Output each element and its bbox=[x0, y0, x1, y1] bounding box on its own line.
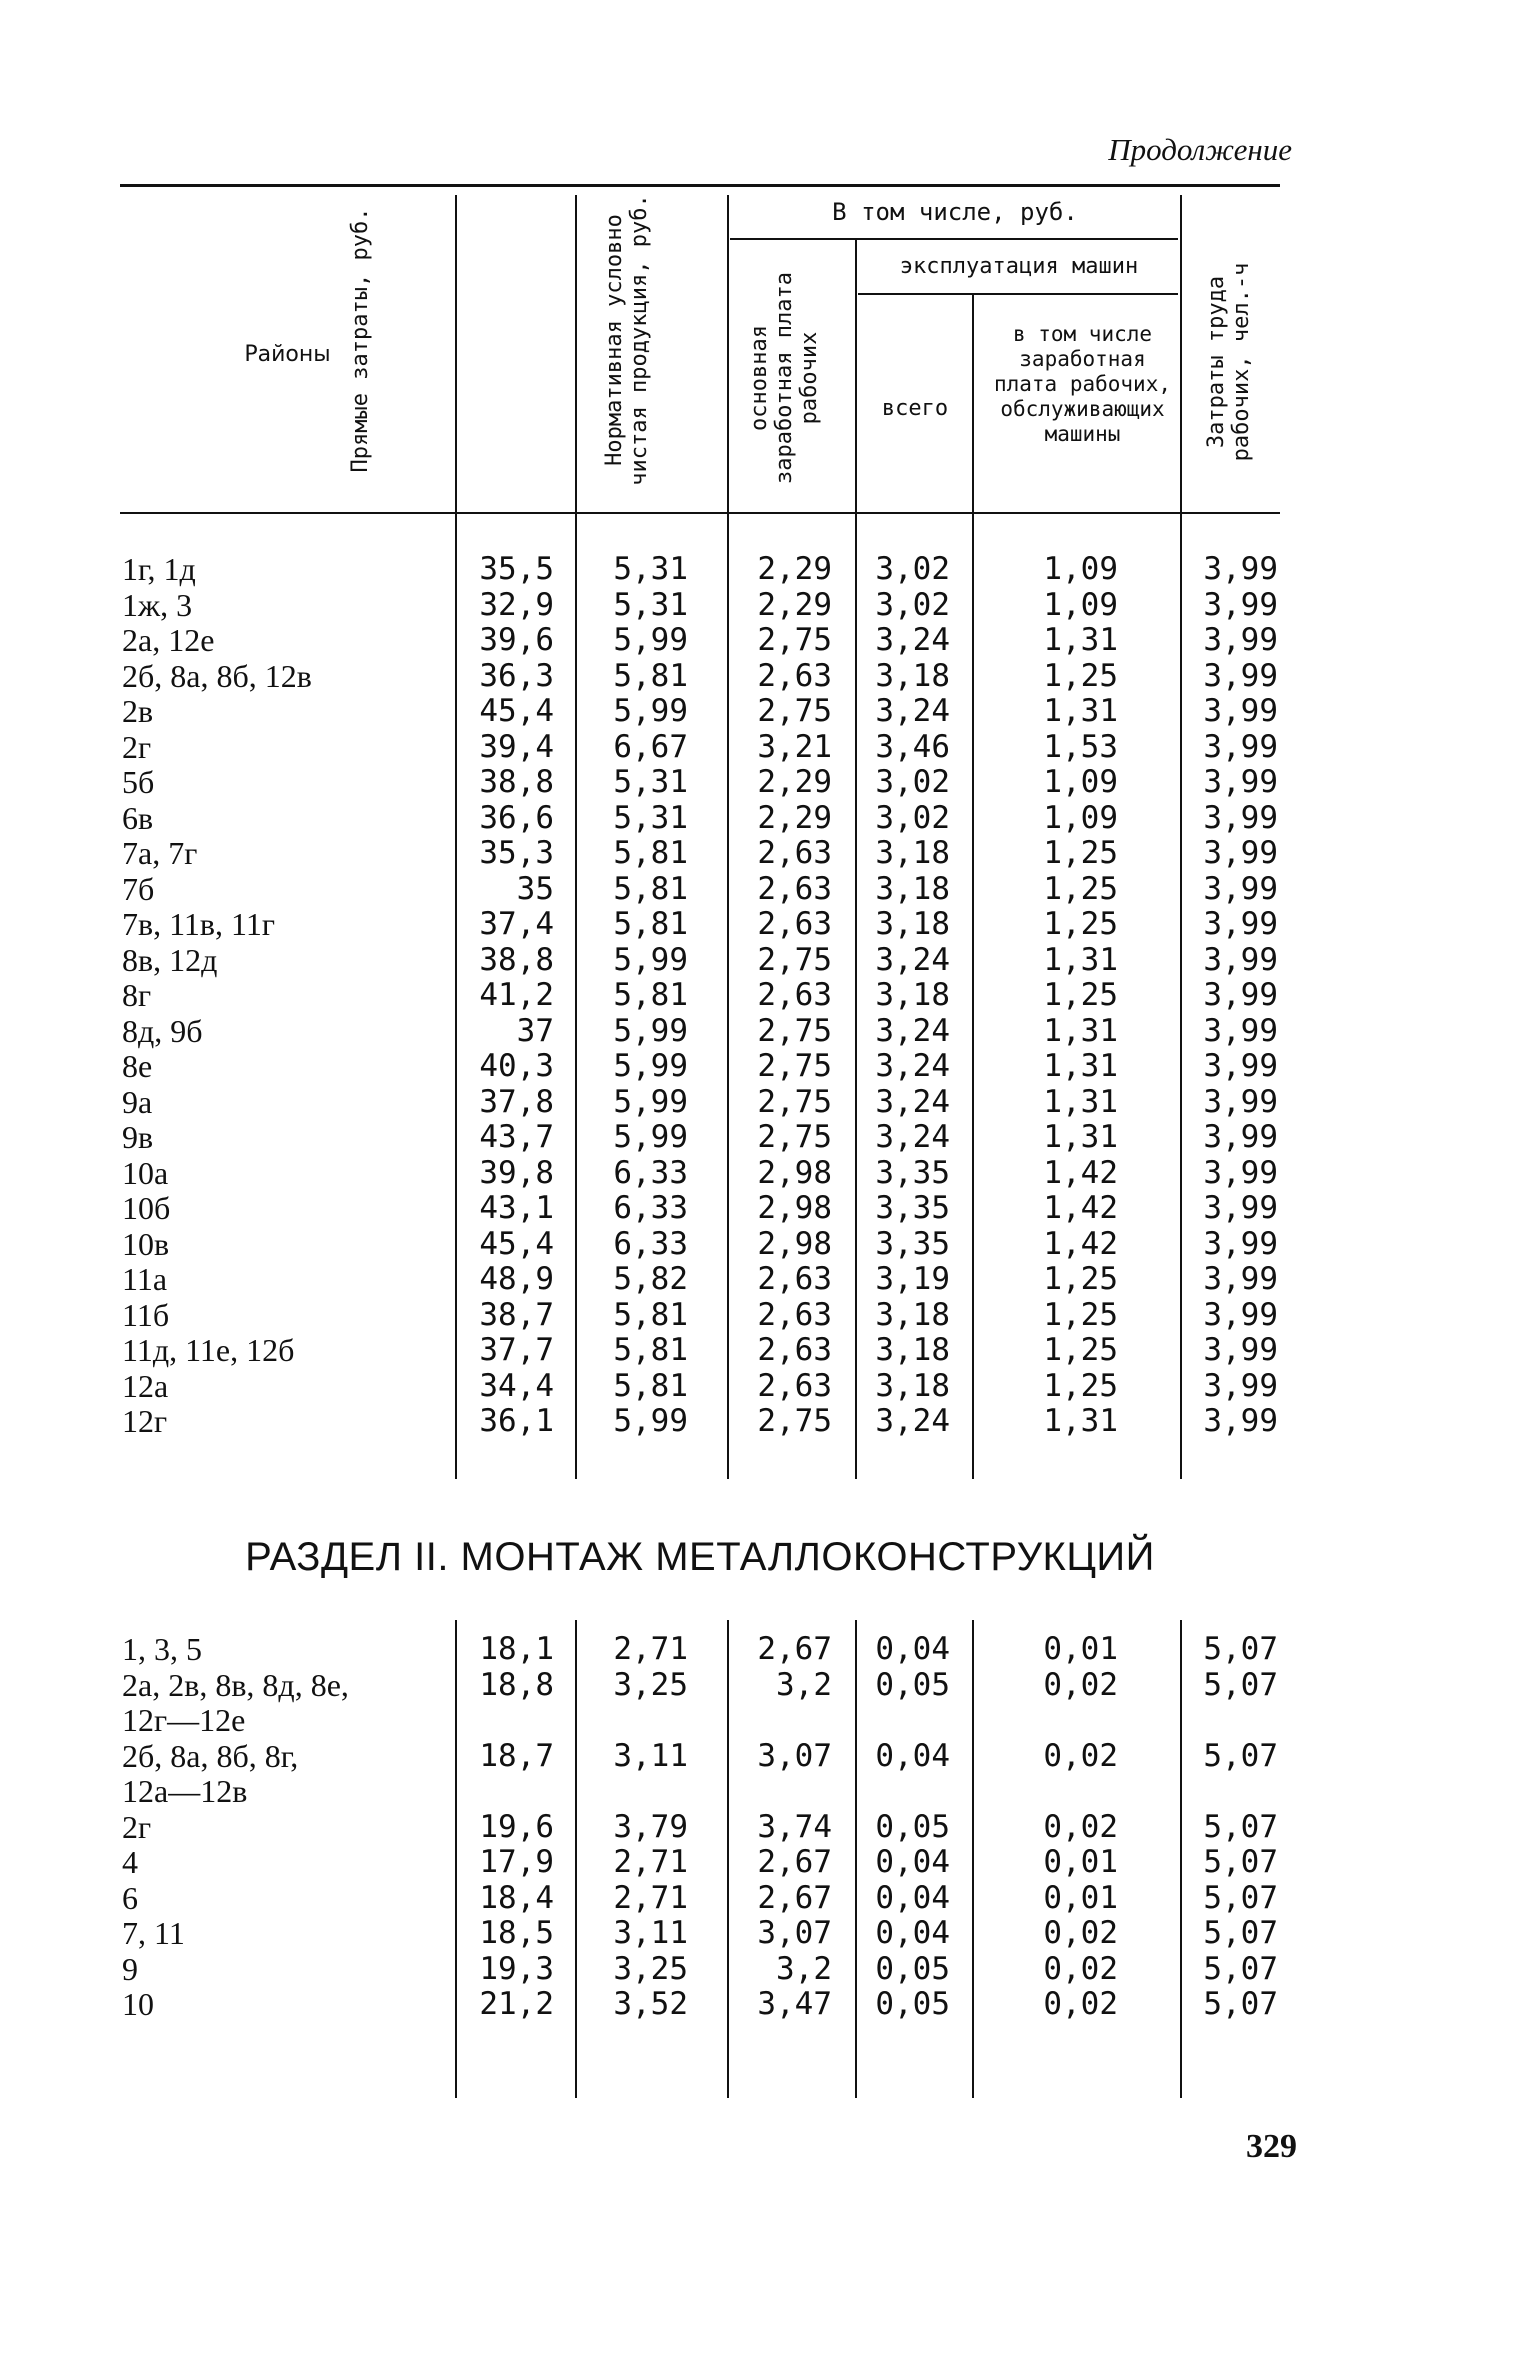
header-divider bbox=[1180, 195, 1182, 513]
value-cell: 35,3 bbox=[479, 835, 554, 871]
value-cell: 0,02 bbox=[1043, 1986, 1118, 2022]
value-cell: 2,75 bbox=[757, 693, 832, 729]
value-cell: 5,99 bbox=[613, 1012, 688, 1049]
value-cell: 0,02 bbox=[1043, 1915, 1118, 1951]
value-cell: 3,99 bbox=[1203, 1012, 1278, 1049]
value-cell: 2,98 bbox=[757, 1190, 832, 1226]
district-cell: 1ж, 3 bbox=[122, 586, 193, 623]
value-cell: 41,2 bbox=[479, 977, 554, 1013]
value-cell: 2,29 bbox=[757, 586, 832, 623]
value-cell: 1,31 bbox=[1043, 1083, 1118, 1120]
value-cell: 2,75 bbox=[757, 1083, 832, 1120]
value-cell: 5,81 bbox=[613, 977, 688, 1013]
value-cell: 1,31 bbox=[1043, 693, 1118, 729]
value-cell: 3,99 bbox=[1203, 657, 1278, 694]
section2-title: РАЗДЕЛ II. МОНТАЖ МЕТАЛЛОКОНСТРУКЦИЙ bbox=[245, 1535, 1155, 1579]
district-cell: 10в bbox=[122, 1225, 170, 1262]
value-cell: 36,6 bbox=[479, 799, 554, 836]
value-cell: 1,31 bbox=[1043, 1119, 1118, 1155]
district-cell: 11а bbox=[122, 1261, 168, 1297]
value-cell: 38,7 bbox=[479, 1296, 554, 1333]
district-cell: 8д, 9б bbox=[122, 1012, 203, 1049]
value-cell: 5,07 bbox=[1203, 1631, 1278, 1667]
value-cell: 0,05 bbox=[875, 1986, 950, 2022]
value-cell: 2,67 bbox=[757, 1844, 832, 1880]
value-cell: 3,02 bbox=[875, 764, 950, 800]
value-cell: 3,24 bbox=[875, 693, 950, 729]
value-cell: 1,31 bbox=[1043, 1403, 1118, 1439]
value-cell: 3,99 bbox=[1203, 1332, 1278, 1368]
district-cell: 4 bbox=[122, 1844, 138, 1880]
district-cell: 7, 11 bbox=[122, 1915, 185, 1951]
value-cell: 1,25 bbox=[1043, 977, 1118, 1013]
value-cell: 3,18 bbox=[875, 835, 950, 871]
table-row bbox=[0, 1952, 1514, 1987]
value-cell: 5,31 bbox=[613, 551, 688, 587]
value-cell: 3,11 bbox=[613, 1737, 688, 1774]
value-cell: 3,24 bbox=[875, 622, 950, 658]
value-cell: 17,9 bbox=[479, 1844, 554, 1880]
value-cell: 5,81 bbox=[613, 870, 688, 907]
value-cell: 3,18 bbox=[875, 657, 950, 694]
value-cell: 3,35 bbox=[875, 1154, 950, 1191]
value-cell: 3,18 bbox=[875, 906, 950, 942]
value-cell: 2,75 bbox=[757, 1048, 832, 1084]
district-cell: 8е bbox=[122, 1048, 153, 1084]
value-cell: 3,79 bbox=[613, 1808, 688, 1845]
value-cell: 40,3 bbox=[479, 1048, 554, 1084]
value-cell: 2,98 bbox=[757, 1225, 832, 1262]
value-cell: 2,29 bbox=[757, 551, 832, 587]
district-cell: 6 bbox=[122, 1879, 138, 1916]
value-cell: 3,18 bbox=[875, 870, 950, 907]
table-row bbox=[0, 801, 1514, 836]
value-cell: 2,63 bbox=[757, 977, 832, 1013]
value-cell: 18,1 bbox=[479, 1631, 554, 1667]
value-cell: 36,1 bbox=[479, 1403, 554, 1439]
value-cell: 5,81 bbox=[613, 1367, 688, 1404]
value-cell: 5,82 bbox=[613, 1261, 688, 1297]
page-number: 329 bbox=[1246, 2128, 1297, 2165]
value-cell: 45,4 bbox=[479, 693, 554, 729]
district-cell: 8г bbox=[122, 977, 152, 1013]
value-cell: 19,3 bbox=[479, 1950, 554, 1987]
value-cell: 1,42 bbox=[1043, 1225, 1118, 1262]
value-cell: 5,81 bbox=[613, 1332, 688, 1368]
value-cell: 37,4 bbox=[479, 906, 554, 942]
value-cell: 35 bbox=[516, 870, 554, 907]
value-cell: 3,99 bbox=[1203, 1083, 1278, 1120]
value-cell: 1,25 bbox=[1043, 870, 1118, 907]
value-cell: 3,99 bbox=[1203, 906, 1278, 942]
value-cell: 3,99 bbox=[1203, 728, 1278, 765]
value-cell: 3,99 bbox=[1203, 1261, 1278, 1297]
table-row bbox=[0, 907, 1514, 942]
table-row bbox=[0, 1262, 1514, 1297]
header-rayony: Районы bbox=[244, 342, 331, 367]
value-cell: 5,99 bbox=[613, 1083, 688, 1120]
value-cell: 6,67 bbox=[613, 728, 688, 765]
table-top-rule bbox=[120, 184, 1280, 187]
value-cell: 3,99 bbox=[1203, 1048, 1278, 1084]
district-cell: 10б bbox=[122, 1190, 171, 1226]
value-cell: 3,24 bbox=[875, 1403, 950, 1439]
value-cell: 2,71 bbox=[613, 1631, 688, 1667]
value-cell: 3,99 bbox=[1203, 1119, 1278, 1155]
value-cell: 2,63 bbox=[757, 1332, 832, 1368]
value-cell: 3,24 bbox=[875, 941, 950, 978]
header-divider bbox=[855, 240, 857, 513]
table-row bbox=[0, 1191, 1514, 1226]
header-v-tom-chisle: В том числе, руб. bbox=[832, 198, 1078, 226]
value-cell: 0,05 bbox=[875, 1666, 950, 1703]
value-cell: 1,31 bbox=[1043, 622, 1118, 658]
value-cell: 3,99 bbox=[1203, 1403, 1278, 1439]
header-divider bbox=[727, 195, 729, 513]
value-cell: 19,6 bbox=[479, 1808, 554, 1845]
table-row bbox=[0, 872, 1514, 907]
value-cell: 3,99 bbox=[1203, 1225, 1278, 1262]
table-row bbox=[0, 1987, 1514, 2022]
value-cell: 1,42 bbox=[1043, 1154, 1118, 1191]
table-row bbox=[0, 1774, 1514, 1809]
value-cell: 2,75 bbox=[757, 1119, 832, 1155]
value-cell: 1,25 bbox=[1043, 657, 1118, 694]
header-zatraty-truda: Затраты труда рабочих, чел.-ч bbox=[1204, 262, 1254, 462]
value-cell: 5,07 bbox=[1203, 1915, 1278, 1951]
value-cell: 2,63 bbox=[757, 906, 832, 942]
value-cell: 3,2 bbox=[776, 1950, 832, 1987]
value-cell: 2,67 bbox=[757, 1879, 832, 1916]
table-row bbox=[0, 1227, 1514, 1262]
value-cell: 5,99 bbox=[613, 622, 688, 658]
value-cell: 39,4 bbox=[479, 728, 554, 765]
district-cell: 12а bbox=[122, 1367, 169, 1404]
value-cell: 3,99 bbox=[1203, 622, 1278, 658]
value-cell: 18,7 bbox=[479, 1737, 554, 1774]
table-row bbox=[0, 1333, 1514, 1368]
table-row bbox=[0, 1668, 1514, 1703]
table-row bbox=[0, 1916, 1514, 1951]
district-cell: 2б, 8а, 8б, 8г, bbox=[122, 1737, 299, 1774]
value-cell: 2,98 bbox=[757, 1154, 832, 1191]
header-ekspluatatsiya: эксплуатация машин bbox=[899, 254, 1139, 279]
value-cell: 2,63 bbox=[757, 870, 832, 907]
value-cell: 2,75 bbox=[757, 1403, 832, 1439]
value-cell: 3,02 bbox=[875, 551, 950, 587]
table-row bbox=[0, 765, 1514, 800]
district-cell: 9 bbox=[122, 1950, 138, 1987]
value-cell: 3,99 bbox=[1203, 835, 1278, 871]
value-cell: 0,01 bbox=[1043, 1879, 1118, 1916]
value-cell: 3,24 bbox=[875, 1119, 950, 1155]
table-row bbox=[0, 1014, 1514, 1049]
value-cell: 37,7 bbox=[479, 1332, 554, 1368]
value-cell: 43,1 bbox=[479, 1190, 554, 1226]
value-cell: 3,02 bbox=[875, 586, 950, 623]
value-cell: 39,8 bbox=[479, 1154, 554, 1191]
value-cell: 3,99 bbox=[1203, 870, 1278, 907]
district-cell: 9а bbox=[122, 1083, 153, 1120]
value-cell: 3,99 bbox=[1203, 977, 1278, 1013]
value-cell: 2,63 bbox=[757, 1296, 832, 1333]
value-cell: 3,99 bbox=[1203, 1296, 1278, 1333]
value-cell: 3,18 bbox=[875, 1367, 950, 1404]
table-row bbox=[0, 1085, 1514, 1120]
value-cell: 6,33 bbox=[613, 1154, 688, 1191]
value-cell: 32,9 bbox=[479, 586, 554, 623]
district-cell: 1, 3, 5 bbox=[122, 1631, 202, 1667]
district-cell: 2г bbox=[122, 1808, 152, 1845]
value-cell: 3,24 bbox=[875, 1048, 950, 1084]
district-cell: 12г bbox=[122, 1403, 168, 1439]
value-cell: 21,2 bbox=[479, 1986, 554, 2022]
district-cell: 2а, 2в, 8в, 8д, 8е, bbox=[122, 1666, 349, 1703]
district-cell: 11д, 11е, 12б bbox=[122, 1332, 295, 1368]
value-cell: 43,7 bbox=[479, 1119, 554, 1155]
value-cell: 3,25 bbox=[613, 1950, 688, 1987]
subheader-rule-1 bbox=[730, 238, 1178, 240]
table-row bbox=[0, 1120, 1514, 1155]
district-cell: 1г, 1д bbox=[122, 551, 196, 587]
district-cell: 9в bbox=[122, 1119, 154, 1155]
value-cell: 3,99 bbox=[1203, 941, 1278, 978]
value-cell: 0,04 bbox=[875, 1737, 950, 1774]
value-cell: 5,07 bbox=[1203, 1950, 1278, 1987]
value-cell: 1,25 bbox=[1043, 835, 1118, 871]
value-cell: 5,07 bbox=[1203, 1986, 1278, 2022]
value-cell: 3,18 bbox=[875, 977, 950, 1013]
value-cell: 2,29 bbox=[757, 799, 832, 836]
value-cell: 0,04 bbox=[875, 1631, 950, 1667]
value-cell: 5,81 bbox=[613, 906, 688, 942]
subheader-rule-2 bbox=[858, 293, 1178, 295]
district-cell: 2б, 8а, 8б, 12в bbox=[122, 657, 312, 694]
value-cell: 1,25 bbox=[1043, 1261, 1118, 1297]
value-cell: 0,02 bbox=[1043, 1950, 1118, 1987]
district-cell: 7в, 11в, 11г bbox=[122, 906, 275, 942]
value-cell: 5,07 bbox=[1203, 1666, 1278, 1703]
district-cell: 5б bbox=[122, 764, 155, 800]
value-cell: 3,11 bbox=[613, 1915, 688, 1951]
value-cell: 3,99 bbox=[1203, 1190, 1278, 1226]
value-cell: 0,04 bbox=[875, 1844, 950, 1880]
value-cell: 5,07 bbox=[1203, 1879, 1278, 1916]
header-bottom-rule bbox=[120, 512, 1280, 514]
value-cell: 3,18 bbox=[875, 1332, 950, 1368]
value-cell: 1,09 bbox=[1043, 764, 1118, 800]
value-cell: 5,81 bbox=[613, 657, 688, 694]
value-cell: 3,21 bbox=[757, 728, 832, 765]
value-cell: 3,74 bbox=[757, 1808, 832, 1845]
header-divider bbox=[575, 195, 577, 513]
table-row bbox=[0, 552, 1514, 587]
value-cell: 3,99 bbox=[1203, 1154, 1278, 1191]
table-row bbox=[0, 978, 1514, 1013]
value-cell: 3,99 bbox=[1203, 799, 1278, 836]
table-row bbox=[0, 1845, 1514, 1880]
header-pryamye: Прямые затраты, руб. bbox=[348, 207, 373, 473]
value-cell: 1,25 bbox=[1043, 906, 1118, 942]
value-cell: 5,31 bbox=[613, 799, 688, 836]
value-cell: 5,07 bbox=[1203, 1808, 1278, 1845]
value-cell: 1,09 bbox=[1043, 586, 1118, 623]
value-cell: 3,35 bbox=[875, 1225, 950, 1262]
table-row bbox=[0, 588, 1514, 623]
value-cell: 5,07 bbox=[1203, 1844, 1278, 1880]
district-cell: 7а, 7г bbox=[122, 835, 198, 871]
value-cell: 1,42 bbox=[1043, 1190, 1118, 1226]
value-cell: 5,99 bbox=[613, 693, 688, 729]
value-cell: 2,63 bbox=[757, 1261, 832, 1297]
table-row bbox=[0, 659, 1514, 694]
district-cell: 10 bbox=[122, 1986, 154, 2022]
table-row bbox=[0, 1703, 1514, 1738]
value-cell: 1,31 bbox=[1043, 1012, 1118, 1049]
district-cell: 12г—12е bbox=[122, 1702, 246, 1738]
value-cell: 36,3 bbox=[479, 657, 554, 694]
value-cell: 2,29 bbox=[757, 764, 832, 800]
value-cell: 48,9 bbox=[479, 1261, 554, 1297]
district-cell: 2в bbox=[122, 693, 154, 729]
value-cell: 3,02 bbox=[875, 799, 950, 836]
table-row bbox=[0, 836, 1514, 871]
header-divider bbox=[972, 295, 974, 513]
value-cell: 3,07 bbox=[757, 1737, 832, 1774]
district-cell: 7б bbox=[122, 870, 155, 907]
value-cell: 3,52 bbox=[613, 1986, 688, 2022]
district-cell: 10а bbox=[122, 1154, 169, 1191]
value-cell: 37 bbox=[516, 1012, 554, 1049]
value-cell: 18,5 bbox=[479, 1915, 554, 1951]
table-row bbox=[0, 1739, 1514, 1774]
value-cell: 37,8 bbox=[479, 1083, 554, 1120]
value-cell: 0,04 bbox=[875, 1879, 950, 1916]
table-row bbox=[0, 1404, 1514, 1439]
value-cell: 0,02 bbox=[1043, 1808, 1118, 1845]
value-cell: 18,8 bbox=[479, 1666, 554, 1703]
value-cell: 3,99 bbox=[1203, 586, 1278, 623]
value-cell: 0,02 bbox=[1043, 1737, 1118, 1774]
header-normativnaya: Нормативная условно чистая продукция, руб. bbox=[602, 194, 652, 486]
value-cell: 2,75 bbox=[757, 941, 832, 978]
value-cell: 39,6 bbox=[479, 622, 554, 658]
value-cell: 1,31 bbox=[1043, 941, 1118, 978]
table-row bbox=[0, 943, 1514, 978]
district-cell: 11б bbox=[122, 1296, 170, 1333]
value-cell: 2,63 bbox=[757, 657, 832, 694]
value-cell: 1,25 bbox=[1043, 1367, 1118, 1404]
value-cell: 3,18 bbox=[875, 1296, 950, 1333]
table-row bbox=[0, 1049, 1514, 1084]
value-cell: 0,05 bbox=[875, 1808, 950, 1845]
value-cell: 0,02 bbox=[1043, 1666, 1118, 1703]
table-row bbox=[0, 1156, 1514, 1191]
value-cell: 3,19 bbox=[875, 1261, 950, 1297]
value-cell: 2,71 bbox=[613, 1844, 688, 1880]
table-row bbox=[0, 1810, 1514, 1845]
value-cell: 5,81 bbox=[613, 1296, 688, 1333]
value-cell: 3,07 bbox=[757, 1915, 832, 1951]
value-cell: 3,99 bbox=[1203, 764, 1278, 800]
value-cell: 5,81 bbox=[613, 835, 688, 871]
value-cell: 3,47 bbox=[757, 1986, 832, 2022]
table-row bbox=[0, 1298, 1514, 1333]
header-vsego: всего bbox=[881, 396, 949, 421]
value-cell: 6,33 bbox=[613, 1190, 688, 1226]
value-cell: 3,24 bbox=[875, 1083, 950, 1120]
value-cell: 1,25 bbox=[1043, 1332, 1118, 1368]
value-cell: 35,5 bbox=[479, 551, 554, 587]
value-cell: 1,09 bbox=[1043, 799, 1118, 836]
district-cell: 2а, 12е bbox=[122, 622, 215, 658]
header-divider bbox=[455, 195, 457, 513]
header-v-tom-chisle-zp: в том числе заработная плата рабочих, обслуживающих машины bbox=[993, 322, 1171, 446]
value-cell: 5,31 bbox=[613, 764, 688, 800]
value-cell: 2,75 bbox=[757, 1012, 832, 1049]
table-row bbox=[0, 1881, 1514, 1916]
district-cell: 2г bbox=[122, 728, 152, 765]
value-cell: 0,04 bbox=[875, 1915, 950, 1951]
district-cell: 6в bbox=[122, 799, 154, 836]
value-cell: 3,99 bbox=[1203, 551, 1278, 587]
value-cell: 1,53 bbox=[1043, 728, 1118, 765]
district-cell: 8в, 12д bbox=[122, 941, 218, 978]
value-cell: 0,01 bbox=[1043, 1844, 1118, 1880]
value-cell: 3,46 bbox=[875, 728, 950, 765]
value-cell: 1,25 bbox=[1043, 1296, 1118, 1333]
value-cell: 38,8 bbox=[479, 764, 554, 800]
value-cell: 5,99 bbox=[613, 1119, 688, 1155]
continuation-label: Продолжение bbox=[1108, 132, 1292, 167]
value-cell: 3,99 bbox=[1203, 1367, 1278, 1404]
value-cell: 18,4 bbox=[479, 1879, 554, 1916]
table-row bbox=[0, 1632, 1514, 1667]
value-cell: 0,05 bbox=[875, 1950, 950, 1987]
value-cell: 2,67 bbox=[757, 1631, 832, 1667]
value-cell: 5,07 bbox=[1203, 1737, 1278, 1774]
value-cell: 6,33 bbox=[613, 1225, 688, 1262]
table-row bbox=[0, 623, 1514, 658]
value-cell: 5,99 bbox=[613, 941, 688, 978]
value-cell: 5,31 bbox=[613, 586, 688, 623]
value-cell: 3,24 bbox=[875, 1012, 950, 1049]
value-cell: 34,4 bbox=[479, 1367, 554, 1404]
table-row bbox=[0, 694, 1514, 729]
value-cell: 0,01 bbox=[1043, 1631, 1118, 1667]
value-cell: 2,63 bbox=[757, 835, 832, 871]
value-cell: 38,8 bbox=[479, 941, 554, 978]
value-cell: 2,75 bbox=[757, 622, 832, 658]
value-cell: 1,31 bbox=[1043, 1048, 1118, 1084]
value-cell: 5,99 bbox=[613, 1403, 688, 1439]
table-row bbox=[0, 1369, 1514, 1404]
value-cell: 2,63 bbox=[757, 1367, 832, 1404]
value-cell: 45,4 bbox=[479, 1225, 554, 1262]
value-cell: 3,2 bbox=[776, 1666, 832, 1703]
header-osnovnaya: основная заработная плата рабочих bbox=[747, 272, 822, 484]
value-cell: 3,99 bbox=[1203, 693, 1278, 729]
value-cell: 5,99 bbox=[613, 1048, 688, 1084]
value-cell: 1,09 bbox=[1043, 551, 1118, 587]
value-cell: 3,25 bbox=[613, 1666, 688, 1703]
district-cell: 12а—12в bbox=[122, 1773, 248, 1809]
table-row bbox=[0, 730, 1514, 765]
value-cell: 3,35 bbox=[875, 1190, 950, 1226]
value-cell: 2,71 bbox=[613, 1879, 688, 1916]
